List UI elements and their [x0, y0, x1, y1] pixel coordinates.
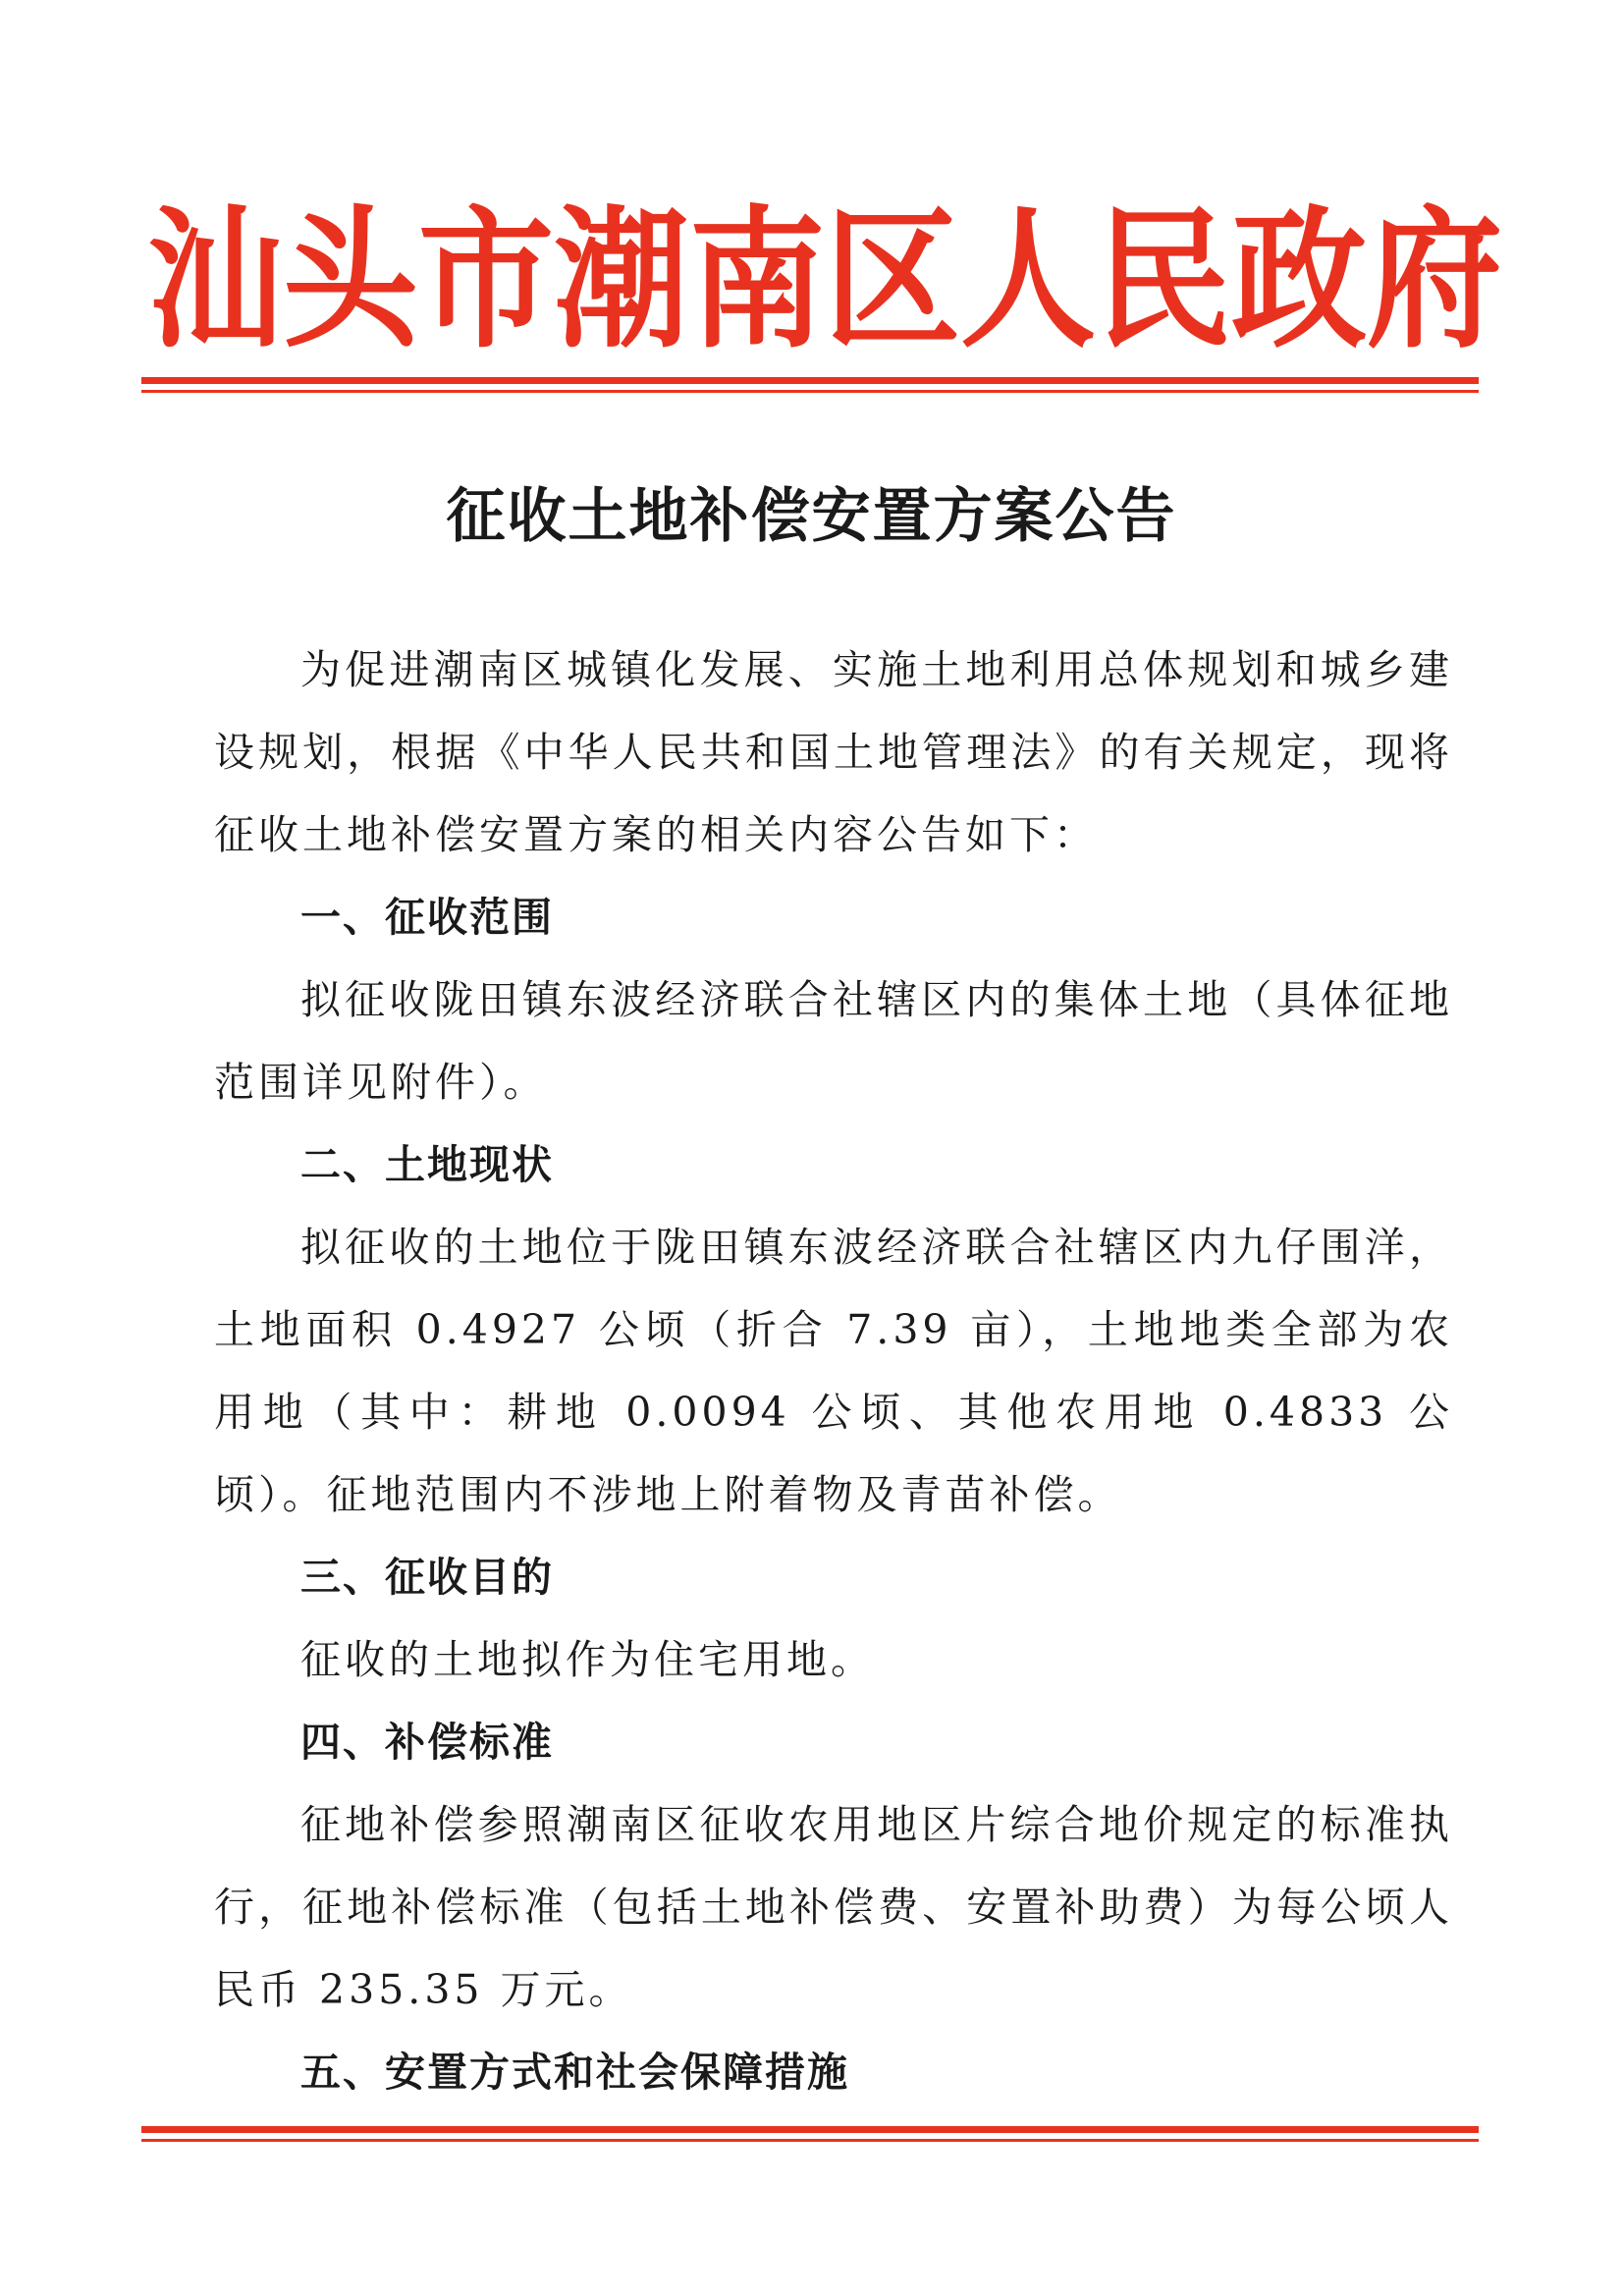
header-char: 民 — [1096, 190, 1232, 369]
document-title: 征收土地补偿安置方案公告 — [446, 482, 1177, 551]
section-paragraph: 征地补偿参照潮南区征收农用地区片综合地价规定的标准执行，征地补偿标准（包括土地补偿费、安置补助费）为每公顷人民币 235.35 万元。 — [214, 1801, 1453, 2013]
section-paragraph: 拟征收的土地位于陇田镇东波经济联合社辖区内九仔围洋，土地面积 0.4927 公顷（折合 7.39 亩），土地地类全部为农用地（其中：耕地 0.0094 公顷、其他农用地 0.4833 公顷）。征地范围内不涉地上附着物及青苗补偿。 — [214, 1224, 1453, 1518]
header-char: 市 — [418, 190, 555, 369]
header-char: 政 — [1231, 190, 1368, 369]
section-heading: 三、征收目的 — [300, 1554, 554, 1601]
header-divider — [141, 377, 1479, 393]
section-heading: 四、补偿标准 — [300, 1719, 554, 1766]
header-char: 潮 — [554, 190, 690, 369]
header-char: 汕 — [147, 190, 284, 369]
section-heading: 一、征收范围 — [300, 894, 554, 941]
section-paragraph: 征收的土地拟作为住宅用地。 — [300, 1636, 875, 1683]
header-char: 区 — [825, 190, 961, 369]
header-char: 头 — [283, 190, 419, 369]
header-char: 府 — [1367, 190, 1503, 369]
issuing-authority-header — [147, 187, 1503, 373]
intro-paragraph: 为促进潮南区城镇化发展、实施土地利用总体规划和城乡建设规划，根据《中华人民共和国土地管理法》的有关规定，现将征收土地补偿安置方案的相关内容公告如下： — [214, 646, 1453, 858]
header-char: 人 — [960, 190, 1097, 369]
section-heading: 五、安置方式和社会保障措施 — [300, 2049, 849, 2096]
section-heading: 二、土地现状 — [300, 1141, 554, 1188]
header-char: 南 — [689, 190, 826, 369]
section-paragraph: 拟征收陇田镇东波经济联合社辖区内的集体土地（具体征地范围详见附件）。 — [214, 976, 1453, 1106]
footer-divider — [141, 2126, 1479, 2142]
document-body — [214, 629, 1453, 2113]
